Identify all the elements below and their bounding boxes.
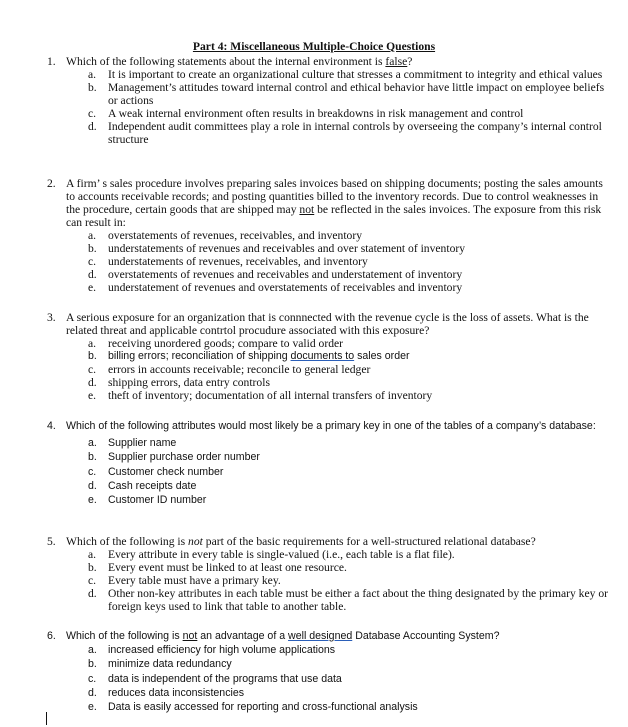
- option: a. It is important to create an organizational culture that stresses a commitment to integrity and ethical values: [88, 68, 603, 81]
- option: b. minimize data redundancy: [88, 658, 232, 671]
- option: e. understatement of revenues and overstatements of receivables and inventory: [88, 281, 463, 294]
- question-text: Which of the following is not an advantage of a well designed Database Accounting System?: [66, 630, 500, 642]
- question-number: 5.: [47, 535, 56, 548]
- option: d. Cash receipts date: [88, 479, 197, 492]
- option: c. Every table must have a primary key.: [88, 574, 281, 587]
- option: c. data is independent of the programs that use data: [88, 672, 342, 685]
- option: a. overstatements of revenues, receivables, and inventory: [88, 229, 362, 242]
- option: d. overstatements of revenues and receivables and understatement of inventory: [88, 268, 463, 281]
- page-title: Part 4: Miscellaneous Multiple-Choice Questions: [192, 40, 436, 53]
- option: d. Independent audit committees play a role in internal controls by overseeing the company’s internal control structure: [88, 120, 602, 146]
- question-number: 4.: [47, 420, 56, 432]
- option: b. Every event must be linked to at least one resource.: [88, 561, 347, 574]
- question-number: 3.: [47, 311, 56, 324]
- option: b. billing errors; reconciliation of shipping documents to sales order: [88, 350, 410, 362]
- option: c. errors in accounts receivable; reconcile to general ledger: [88, 363, 371, 377]
- option: d. shipping errors, data entry controls: [88, 376, 270, 390]
- question-number: 6.: [47, 630, 56, 642]
- question-3: [0, 311, 612, 402]
- option: e. Customer ID number: [88, 494, 207, 507]
- option: b. Management’s attitudes toward internal control and ethical behavior have little impact on employee beliefs or actions: [88, 81, 605, 107]
- option: b. understatements of revenues and receivables and over statement of inventory: [88, 242, 466, 255]
- option: c. understatements of revenues, receivables, and inventory: [88, 255, 368, 268]
- question-1: [0, 55, 612, 146]
- question-text: A serious exposure for an organization that is connnected with the revenue cycle is the loss of assets. What is the related threat and applicable contrtol procudure associated with this exposure?: [66, 311, 589, 337]
- question-text: Which of the following is not part of the basic requirements for a well-structured relational database?: [66, 535, 536, 548]
- question-5: [0, 535, 612, 613]
- question-6: [0, 630, 612, 714]
- option: d. Other non-key attributes in each table must be either a fact about the thing designated by the primary key or foreign keys used to link that table to another table.: [88, 587, 608, 613]
- question-2: [0, 177, 612, 294]
- option: a. receiving unordered goods; compare to valid order: [88, 337, 344, 350]
- question-text: A firm’ s sales procedure involves preparing sales invoices based on shipping documents; posting the sales amounts to accounts receivable records; and posting quantities billed to the inventory records. Due to control weaknesses in the procedure, certain goods that are shipped may not be reflected in the sales invoices. The exposure from this risk can result in:: [66, 177, 603, 229]
- question-text: Which of the following statements about the internal environment is false?: [66, 55, 413, 68]
- option: a. Every attribute in every table is single-valued (i.e., each table is a flat file).: [88, 548, 455, 561]
- question-4: [0, 420, 612, 507]
- option: d. reduces data inconsistencies: [88, 686, 245, 699]
- option: b. Supplier purchase order number: [88, 451, 260, 464]
- option: a. Supplier name: [88, 437, 177, 450]
- question-text: Which of the following attributes would most likely be a primary key in one of the tables of a company’s database:: [66, 420, 596, 432]
- option: a. increased efficiency for high volume applications: [88, 644, 336, 657]
- question-number: 2.: [47, 177, 56, 190]
- option: e. theft of inventory; documentation of all internal transfers of inventory: [88, 389, 433, 403]
- text-cursor: [46, 712, 47, 725]
- option: c. Customer check number: [88, 465, 224, 478]
- option: c. A weak internal environment often results in breakdowns in risk management and control: [88, 107, 524, 120]
- option: e. Data is easily accessed for reporting and cross-functional analysis: [88, 701, 418, 714]
- question-number: 1.: [47, 55, 56, 68]
